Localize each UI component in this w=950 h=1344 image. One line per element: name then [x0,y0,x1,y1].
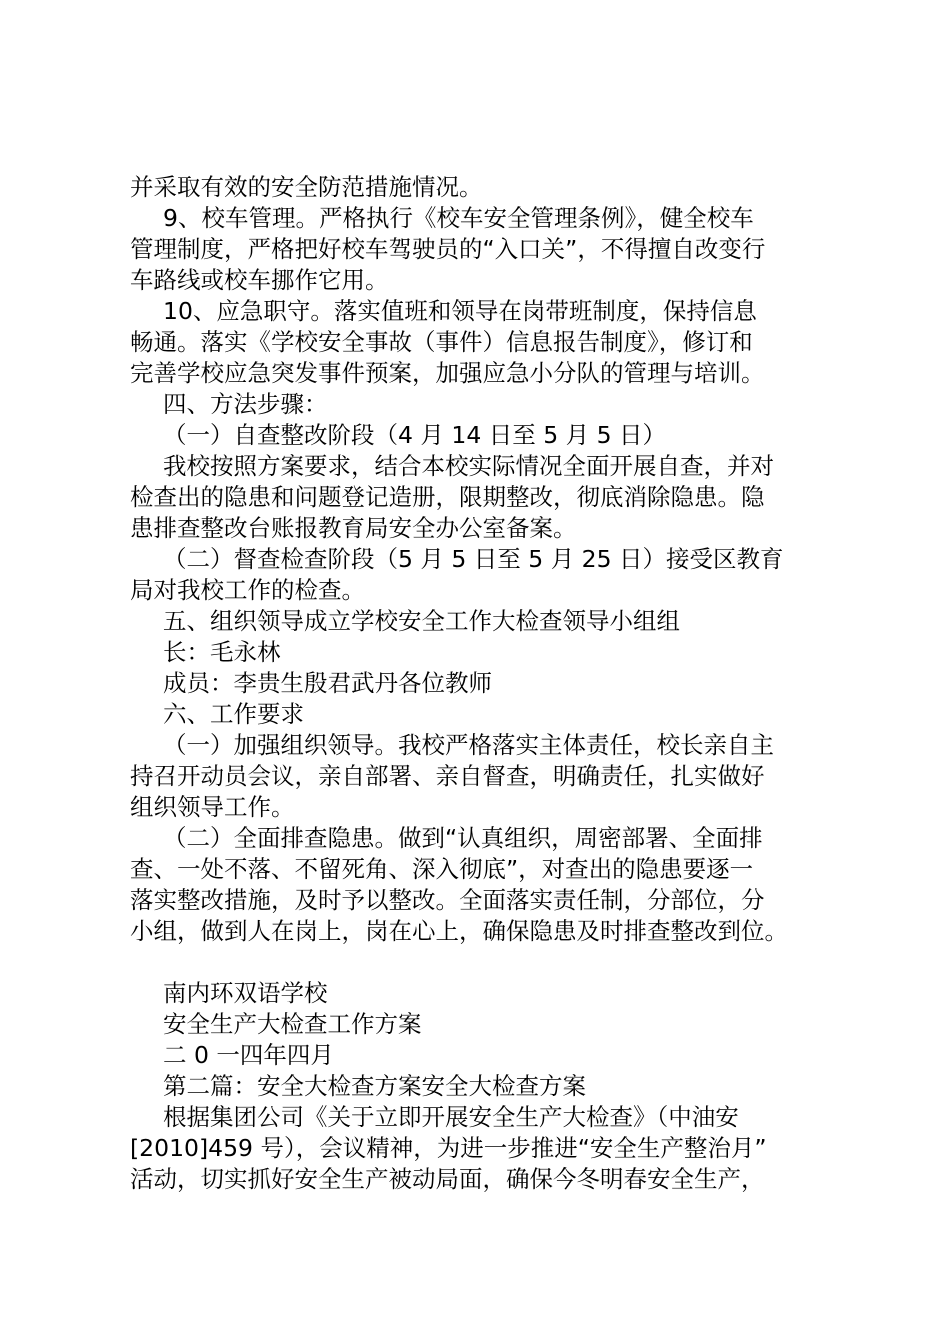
text-line: （二）全面排查隐患。做到“认真组织，周密部署、全面排 [163,824,763,852]
text-line: [2010]459 号），会议精神，为进一步推进“安全生产整治月” [130,1134,767,1162]
text-line: 持召开动员会议，亲自部署、亲自督查，明确责任，扎实做好 [130,762,765,790]
text-line: 小组，做到人在岗上，岗在心上，确保隐患及时排查整改到位。 [130,917,788,945]
document-section-main [130,172,830,947]
text-line: 局对我校工作的检查。 [130,576,365,604]
text-line: 查、一处不落、不留死角、深入彻底”，对查出的隐患要逐一 [130,855,754,883]
text-line: 并采取有效的安全防范措施情况。 [130,173,483,201]
text-line: 畅通。落实《学校安全事故（事件）信息报告制度》，修订和 [130,328,753,356]
text-line: 落实整改措施，及时予以整改。全面落实责任制，分部位，分 [130,886,765,914]
text-line: 完善学校应急突发事件预案，加强应急小分队的管理与培训。 [130,359,765,387]
text-line: 9、校车管理。严格执行《校车安全管理条例》，健全校车 [163,204,754,232]
text-line: 组织领导工作。 [130,793,295,821]
document-body [130,172,830,1195]
text-line: 五、组织领导成立学校安全工作大检查领导小组组 [163,607,680,635]
text-line: （一）加强组织领导。我校严格落实主体责任，校长亲自主 [163,731,774,759]
text-line: 车路线或校车挪作它用。 [130,266,389,294]
section-gap [130,947,830,978]
text-line: 二 0 一四年四月 [163,1041,334,1069]
text-line: 第二篇：安全大检查方案安全大检查方案 [163,1072,586,1100]
text-line: 10、应急职守。落实值班和领导在岗带班制度，保持信息 [163,297,757,325]
text-line: 南内环双语学校 [163,979,328,1007]
text-line: 患排查整改台账报教育局安全办公室备案。 [130,514,577,542]
text-line: 管理制度，严格把好校车驾驶员的“入口关”，不得擅自改变行 [130,235,766,263]
text-line: 检查出的隐患和问题登记造册，限期整改，彻底消除隐患。隐 [130,483,765,511]
text-line: （二）督查检查阶段（5 月 5 日至 5 月 25 日）接受区教育 [163,545,784,573]
text-line: 成员：李贵生殷君武丹各位教师 [163,669,492,697]
text-line: （一）自查整改阶段（4 月 14 日至 5 月 5 日） [163,421,667,449]
document-section-closing [130,978,830,1195]
text-line: 六、工作要求 [163,700,304,728]
text-line: 活动，切实抓好安全生产被动局面，确保今冬明春安全生产， [130,1165,765,1193]
text-line: 四、方法步骤： [163,390,328,418]
text-line: 我校按照方案要求，结合本校实际情况全面开展自查，并对 [163,452,774,480]
text-line: 长：毛永林 [163,638,281,666]
text-line: 安全生产大检查工作方案 [163,1010,422,1038]
text-line: 根据集团公司《关于立即开展安全生产大检查》（中油安 [163,1103,739,1131]
